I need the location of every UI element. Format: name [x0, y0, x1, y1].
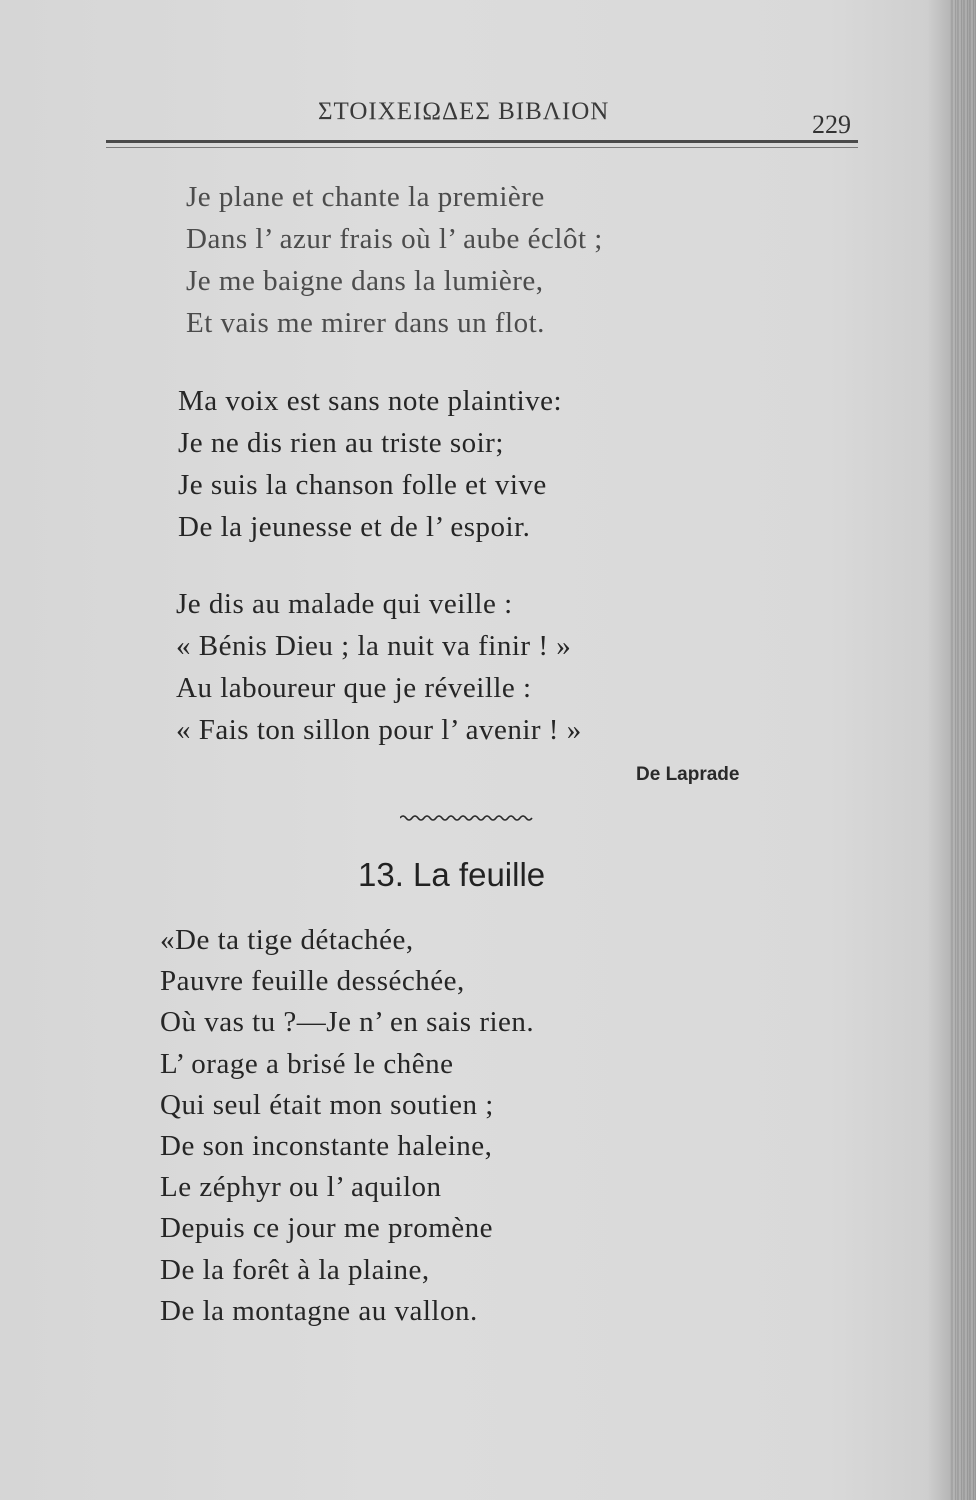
ornament-divider [400, 812, 536, 824]
stanza-1 [186, 176, 603, 344]
verse-line: Je suis la chanson folle et vive [178, 469, 547, 501]
header-rule-thin [106, 147, 858, 148]
verse-line: Je ne dis rien au triste soir; [178, 427, 504, 459]
verse-line: Depuis ce jour me promène [160, 1212, 494, 1245]
header-rule [106, 140, 858, 143]
verse-line: «De ta tige détachée, [160, 924, 414, 956]
page-edge [950, 0, 976, 1500]
verse-line: « Fais ton sillon pour l’ avenir ! » [176, 714, 582, 746]
verse-line: Où vas tu ?—Je n’ en sais rien. [160, 1006, 535, 1039]
verse-line: Au laboureur que je réveille : [176, 672, 532, 704]
verse-line: Je me baigne dans la lumière, [186, 265, 544, 297]
verse-line: Pauvre feuille desséchée, [160, 965, 465, 998]
verse-line: Je dis au malade qui veille : [176, 588, 513, 620]
poem-author: De Laprade [636, 764, 740, 785]
verse-line: Le zéphyr ou l’ aquilon [160, 1171, 442, 1204]
stanza-2 [178, 380, 562, 548]
section-title: 13. La feuille [358, 856, 546, 893]
verse-line: Et vais me mirer dans un flot. [186, 307, 545, 339]
poem-la-feuille [160, 920, 534, 1332]
verse-line: Qui seul était mon soutien ; [160, 1088, 494, 1121]
verse-line: De la forêt à la plaine, [160, 1253, 430, 1286]
verse-line: De la jeunesse et de l’ espoir. [178, 511, 531, 543]
verse-line: Je plane et chante la première [186, 181, 545, 213]
verse-line: De la montagne au vallon. [160, 1294, 478, 1327]
page-number: 229 [812, 110, 851, 139]
verse-line: De son inconstante haleine, [160, 1129, 493, 1162]
verse-line: « Bénis Dieu ; la nuit va finir ! » [176, 630, 572, 662]
verse-line: Ma voix est sans note plaintive: [178, 385, 563, 417]
verse-line: Dans l’ azur frais où l’ aube éclôt ; [186, 223, 603, 255]
stanza-3 [176, 583, 582, 751]
running-title: ΣΤΟΙΧΕΙΩΔΕΣ ΒΙΒΛΙΟΝ [318, 98, 610, 125]
verse-line: L’ orage a brisé le chêne [160, 1047, 454, 1080]
